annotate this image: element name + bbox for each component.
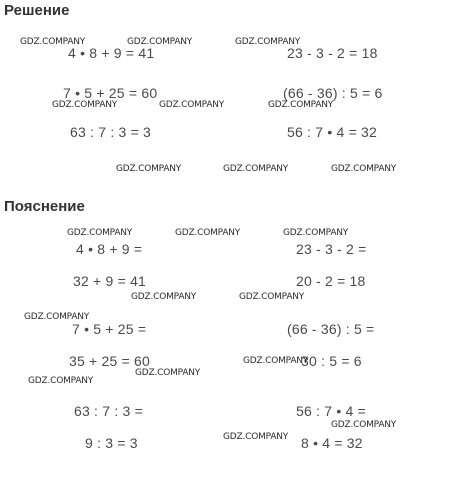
watermark: GDZ.COMPANY bbox=[223, 432, 289, 442]
watermark: GDZ.COMPANY bbox=[127, 37, 193, 47]
solution-equation-5: 63 : 7 : 3 = 3 bbox=[70, 124, 152, 140]
watermark: GDZ.COMPANY bbox=[235, 37, 301, 47]
explanation-step-1b: 32 + 9 = 41 bbox=[73, 273, 147, 289]
solution-equation-6: 56 : 7 • 4 = 32 bbox=[287, 124, 378, 140]
explanation-step-5a: 63 : 7 : 3 = bbox=[74, 403, 143, 419]
explanation-step-6b: 8 • 4 = 32 bbox=[301, 435, 363, 451]
watermark: GDZ.COMPANY bbox=[331, 420, 397, 430]
watermark: GDZ.COMPANY bbox=[159, 100, 225, 110]
solution-equation-2: 23 - 3 - 2 = 18 bbox=[287, 45, 378, 61]
solution-equation-4: (66 - 36) : 5 = 6 bbox=[283, 85, 383, 101]
watermark: GDZ.COMPANY bbox=[331, 164, 397, 174]
watermark: GDZ.COMPANY bbox=[135, 368, 201, 378]
solution-equation-1: 4 • 8 + 9 = 41 bbox=[68, 45, 155, 61]
watermark: GDZ.COMPANY bbox=[239, 292, 305, 302]
solution-equation-3: 7 • 5 + 25 = 60 bbox=[63, 85, 158, 101]
explanation-step-2b: 20 - 2 = 18 bbox=[296, 273, 366, 289]
solution-heading: Решение bbox=[4, 2, 70, 19]
watermark: GDZ.COMPANY bbox=[67, 228, 133, 238]
explanation-heading: Пояснение bbox=[4, 198, 85, 215]
watermark: GDZ.COMPANY bbox=[268, 100, 334, 110]
explanation-step-1a: 4 • 8 + 9 = bbox=[76, 241, 143, 257]
watermark: GDZ.COMPANY bbox=[52, 100, 118, 110]
watermark: GDZ.COMPANY bbox=[283, 228, 349, 238]
watermark: GDZ.COMPANY bbox=[131, 292, 197, 302]
watermark: GDZ.COMPANY bbox=[116, 164, 182, 174]
explanation-step-3a: 7 • 5 + 25 = bbox=[72, 321, 147, 337]
explanation-step-2a: 23 - 3 - 2 = bbox=[296, 241, 367, 257]
watermark: GDZ.COMPANY bbox=[175, 228, 241, 238]
watermark: GDZ.COMPANY bbox=[243, 356, 309, 366]
watermark: GDZ.COMPANY bbox=[20, 37, 86, 47]
explanation-step-6a: 56 : 7 • 4 = bbox=[296, 403, 366, 419]
explanation-step-5b: 9 : 3 = 3 bbox=[85, 435, 138, 451]
watermark: GDZ.COMPANY bbox=[223, 164, 289, 174]
explanation-step-4a: (66 - 36) : 5 = bbox=[287, 321, 375, 337]
watermark: GDZ.COMPANY bbox=[24, 312, 90, 322]
explanation-step-4b: 30 : 5 = 6 bbox=[301, 353, 362, 369]
explanation-step-3b: 35 + 25 = 60 bbox=[69, 353, 151, 369]
watermark: GDZ.COMPANY bbox=[28, 376, 94, 386]
